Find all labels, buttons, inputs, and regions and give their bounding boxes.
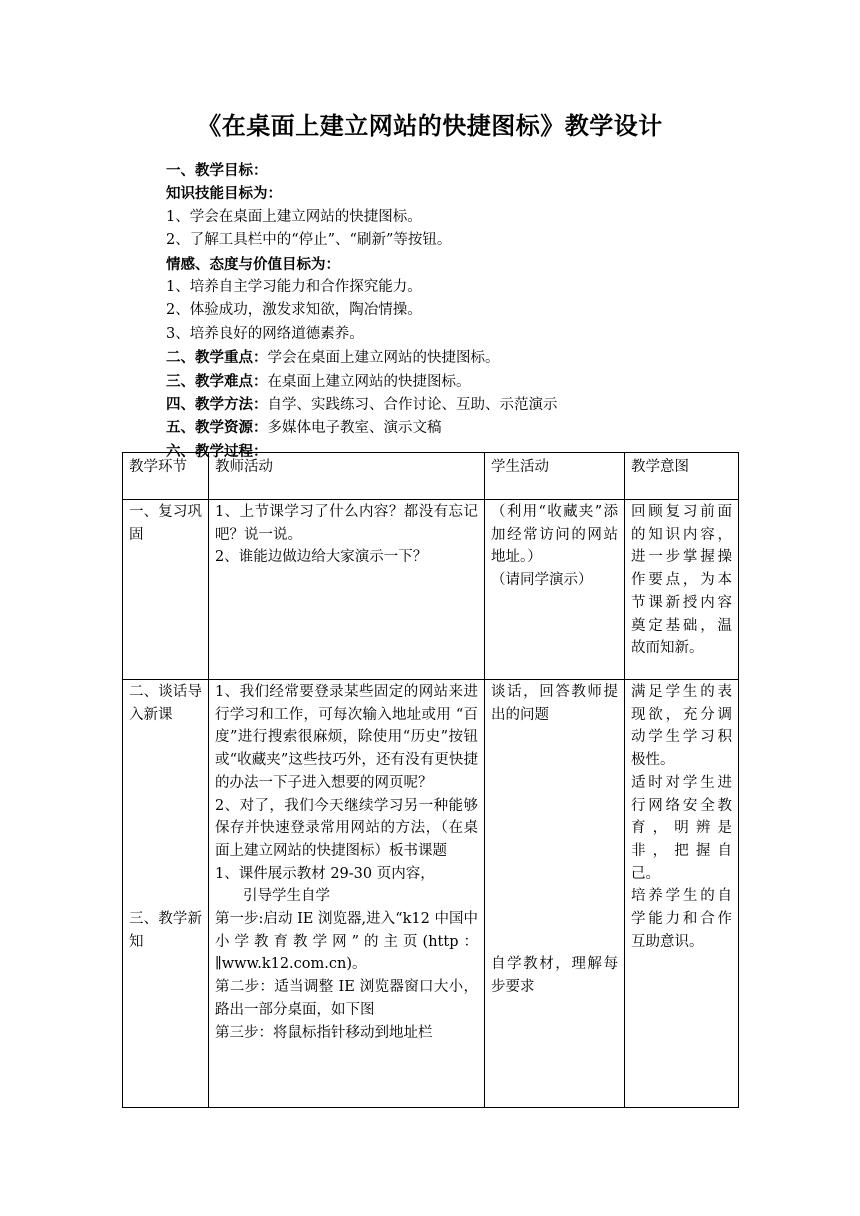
student-cell [485,500,625,680]
emotion-heading: 情感、态度与价值目标为： [166,255,340,273]
intro-section [166,159,766,463]
table-row [123,680,739,1108]
teaching-process-table [122,452,739,1108]
teacher-activity: 1、上节课学习了什么内容？都没有忘记吧？说一说。 [215,504,478,543]
teacher-cell [209,680,485,1108]
difficulties [166,370,766,393]
header-teacher: 教师活动 [209,453,485,500]
objectives-heading: 一、教学目标： [166,162,268,179]
teaching-intent: 适时对学生进行网络安全教育，明辨是非，把握自己。 [631,774,732,882]
stage-review: 一、复习巩固 [129,504,202,543]
teaching-intent: 培养学生的自学能力和合作互助意识。 [631,888,732,950]
student-activity: （请同学演示） [491,572,593,589]
header-stage: 教学环节 [123,453,209,500]
student-activity: 自学教材，理解每步要求 [491,956,618,996]
stage-intro: 二、谈话导入新课 [129,684,202,723]
teaching-intent: 满足学生的表现欲，充分调动学生学习积极性。 [631,684,732,769]
methods-text: 自学、实践练习、合作讨论、互助、示范演示 [267,396,558,413]
student-cell [485,680,625,1108]
emotion-item: 1、培养自主学习能力和合作探究能力。 [166,278,422,295]
stage-new-knowledge: 三、教学新知 [129,911,202,951]
teacher-activity: 引导学生自学 [243,888,330,905]
emotion-item: 2、体验成功，激发求知欲，陶冶情操。 [166,302,422,319]
knowledge-item: 1、学会在桌面上建立网站的快捷图标。 [166,208,422,225]
stage-cell [123,500,209,680]
knowledge-heading: 知识技能目标为： [166,185,282,203]
knowledge-item: 2、了解工具栏中的“停止”、“刷新”等按钮。 [166,232,452,249]
difficulties-text: 在桌面上建立网站的快捷图标。 [267,373,471,390]
resources-label: 五、教学资源： [166,419,268,437]
methods [166,393,766,416]
process-heading: 六、教学过程： [166,442,268,460]
teacher-activity: 1、我们经常要登录某些固定的网站来进行学习和工作，可每次输入地址或用 “百度”进行搜索很麻烦，除使用“历史”按钮或“收藏夹”这些技巧外，还有没有更快捷的办法一下子进入想要的网页呢？ [215,684,478,791]
teacher-activity: 2、谁能边做边给大家演示一下？ [215,549,428,566]
resources [166,416,766,439]
table-row [123,500,739,680]
difficulties-label: 三、教学难点： [166,372,268,390]
teacher-activity: 第一步:启动 IE 浏览器,进入“k12 中国中小学教育教学网”的主页(http：∥www.k12.com.cn)。 [215,911,478,973]
teacher-activity: 第二步：适当调整 IE 浏览器窗口大小，路出一部分桌面，如下图 [215,979,478,1018]
document-title: 《在桌面上建立网站的快捷图标》教学设计 [197,111,663,140]
teacher-activity: 1、课件展示教材 29-30 页内容， [215,865,435,882]
resources-text: 多媒体电子教室、演示文稿 [267,420,442,437]
teaching-intent: 回顾复习前面的知识内容，进一步掌握操作要点，为本节课新授内容奠定基础，温故而知新。 [631,504,732,657]
teacher-cell [209,500,485,680]
header-student: 学生活动 [485,453,625,500]
teacher-activity: 第三步：将鼠标指针移动到地址栏 [215,1024,433,1041]
student-activity: （利用“收藏夹”添加经常访问的网站地址。） [491,504,618,566]
teacher-activity: 2、对了，我们今天继续学习另一种能够保存并快速登录常用网站的方法，（在桌面上建立网站的快捷图标）板书课题 [215,797,478,859]
table-header-row [123,453,739,500]
methods-label: 四、教学方法： [166,395,268,413]
header-intent: 教学意图 [625,453,739,500]
stage-cell [123,680,209,1108]
key-points [166,346,766,369]
key-points-text: 学会在桌面上建立网站的快捷图标。 [267,350,500,367]
intent-cell [625,680,739,1108]
emotion-item: 3、培养良好的网络道德素养。 [166,325,364,342]
intent-cell [625,500,739,680]
key-points-label: 二、教学重点： [166,349,268,367]
student-activity: 谈话，回答教师提出的问题 [491,684,618,723]
